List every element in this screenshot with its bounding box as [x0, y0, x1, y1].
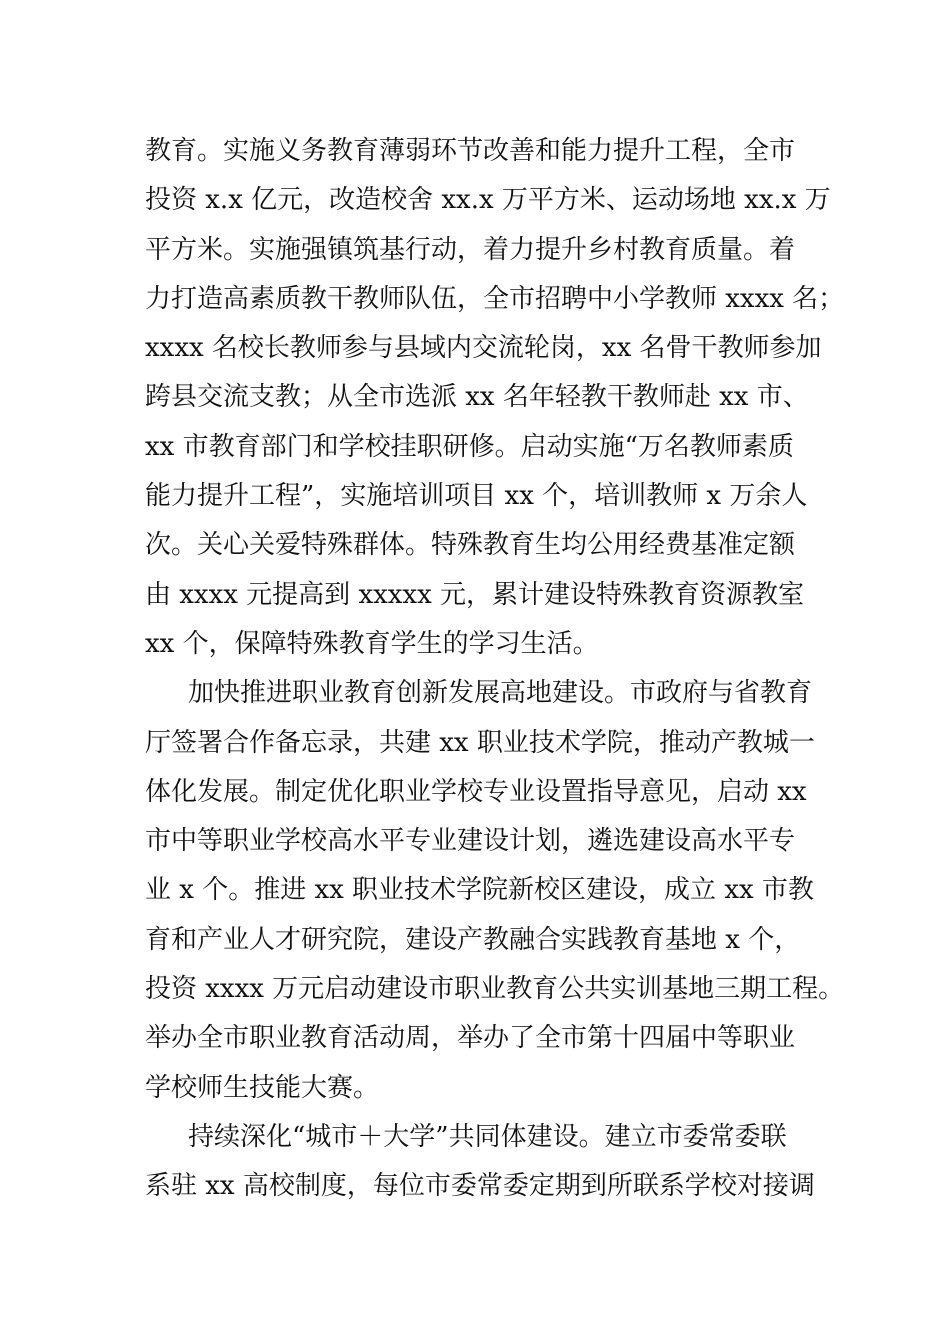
text-line: 力打造高素质教干教师队伍，全市招聘中小学教师 xxxx 名；: [145, 283, 845, 314]
text-line: 育和产业人才研究院，建设产教融合实践教育基地 x 个，: [145, 924, 801, 955]
text-line: 学校师生技能大赛。: [145, 1072, 380, 1103]
text-line: xxxx 名校长教师参与县域内交流轮岗，xx 名骨干教师参加: [145, 333, 822, 364]
text-line: 由 xxxx 元提高到 xxxxx 元，累计建设特殊教育资源教室: [145, 579, 805, 610]
text-line: 体化发展。制定优化职业学校专业设置指导意见，启动 xx: [145, 776, 807, 807]
text-line: 业 x 个。推进 xx 职业技术学院新校区建设，成立 xx 市教: [145, 875, 814, 906]
text-line: 厅签署合作备忘录，共建 xx 职业技术学院，推动产教城一: [145, 727, 815, 758]
text-line: 系驻 xx 高校制度，每位市委常委定期到所联系学校对接调: [145, 1171, 815, 1202]
text-line: 投资 x.x 亿元，改造校舍 xx.x 万平方米、运动场地 xx.x 万: [145, 185, 831, 216]
text-line: 市中等职业学校高水平专业建设计划，遴选建设高水平专: [145, 826, 796, 857]
text-line: 能力提升工程”，实施培训项目 xx 个，培训教师 x 万余人: [145, 481, 808, 512]
text-line: 平方米。实施强镇筑基行动，着力提升乡村教育质量。着: [145, 234, 796, 265]
body-text: [145, 127, 845, 1212]
text-line: 教育。实施义务教育薄弱环节改善和能力提升工程，全市: [145, 136, 796, 166]
text-line: 举办全市职业教育活动周，举办了全市第十四届中等职业: [145, 1023, 796, 1054]
text-line: 加快推进职业教育创新发展高地建设。市政府与省教育: [188, 678, 813, 709]
text-line: 投资 xxxx 万元启动建设市职业教育公共实训基地三期工程。: [145, 974, 845, 1005]
text-line: 跨县交流支教；从全市选派 xx 名年轻教干教师赴 xx 市、: [145, 382, 809, 413]
text-line: 持续深化“城市＋大学”共同体建设。建立市委常委联: [188, 1121, 787, 1152]
text-line: 次。关心关爱特殊群体。特殊教育生均公用经费基准定额: [145, 530, 796, 561]
text-line: xx 个，保障特殊教育学生的学习生活。: [145, 628, 599, 659]
text-line: xx 市教育部门和学校挂职研修。启动实施“万名教师素质: [145, 431, 794, 462]
